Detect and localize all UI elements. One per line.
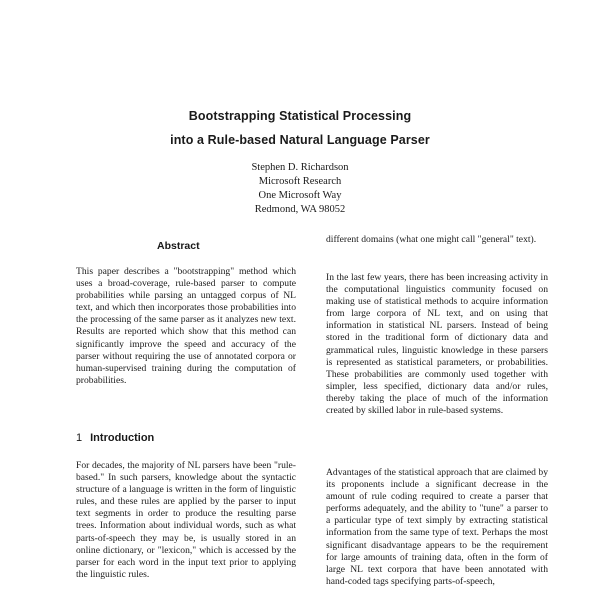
section-number: 1 bbox=[76, 432, 83, 444]
section-title: Introduction bbox=[90, 432, 155, 444]
paper-title-line-2: into a Rule-based Natural Language Parser bbox=[170, 133, 430, 147]
abstract-text: This paper describes a "bootstrapping" method which uses a broad-coverage, rule-based parser to compute probabilities while parsing an untagged corpus of NL text, and which then incorporates those probabilities into the processing of the same parser as it analyzes new text. Results are reported which show that this method can significantly improve the speed and accuracy of the parser without requiring the use of annotated corpora or human-supervised training during the computation of probabilities. bbox=[76, 266, 296, 386]
author-address-line-2: Redmond, WA 98052 bbox=[254, 204, 346, 215]
abstract-heading: Abstract bbox=[157, 240, 200, 252]
right-column-continuation bbox=[326, 234, 548, 246]
abstract-body bbox=[76, 266, 296, 387]
section-1-heading bbox=[76, 432, 154, 444]
author-affiliation: Microsoft Research bbox=[258, 176, 342, 187]
introduction-body bbox=[76, 460, 296, 581]
author-name: Stephen D. Richardson bbox=[251, 162, 349, 173]
right-column-paragraph-2: Advantages of the statistical approach that are claimed by its proponents include a significant decrease in the amount of rule coding required to create a parser that performs adequately, and the ability to "tune" a parser to a particular type of text simply by extracting statistical information from the same type of text. Perhaps the most significant disadvantage appears to be the requirement for large amounts of training data, often in the form of large NL text corpora that have been annotated with hand-coded tags specifying parts-of-speech, bbox=[326, 467, 548, 587]
author-address-line-1: One Microsoft Way bbox=[258, 190, 342, 201]
right-column-body-2 bbox=[326, 467, 548, 588]
right-column-paragraph-1: In the last few years, there has been increasing activity in the computational linguistics community focused on making use of statistical methods to acquire information from large corpora of NL text, and on using that information in statistical NL parsers. Instead of being stored in the traditional form of dictionary data and grammatical rules, linguistic knowledge in these parsers is represented as statistical parameters, or probabilities. These probabilities are commonly used together with simpler, less specified, dictionary data and/or rules, thereby taking the place of much of the information created by skilled labor in rule-based systems. bbox=[326, 272, 548, 417]
paper-title-line-1: Bootstrapping Statistical Processing bbox=[188, 109, 412, 123]
right-column-body-1 bbox=[326, 272, 548, 417]
introduction-paragraph-1: For decades, the majority of NL parsers have been "rule-based." In such parsers, knowledge about the syntactic structure of a language is written in the form of linguistic rules, and these rules are applied by the parser to input text segments in order to produce the resulting parse trees. Information about individual words, such as what parts-of-speech they may be, is usually stored in an online dictionary, or "lexicon," which is accessed by the parser for each word in the input text prior to applying the linguistic rules. bbox=[76, 460, 296, 580]
right-column-paragraph-0: different domains (what one might call "general" text). bbox=[326, 234, 537, 245]
